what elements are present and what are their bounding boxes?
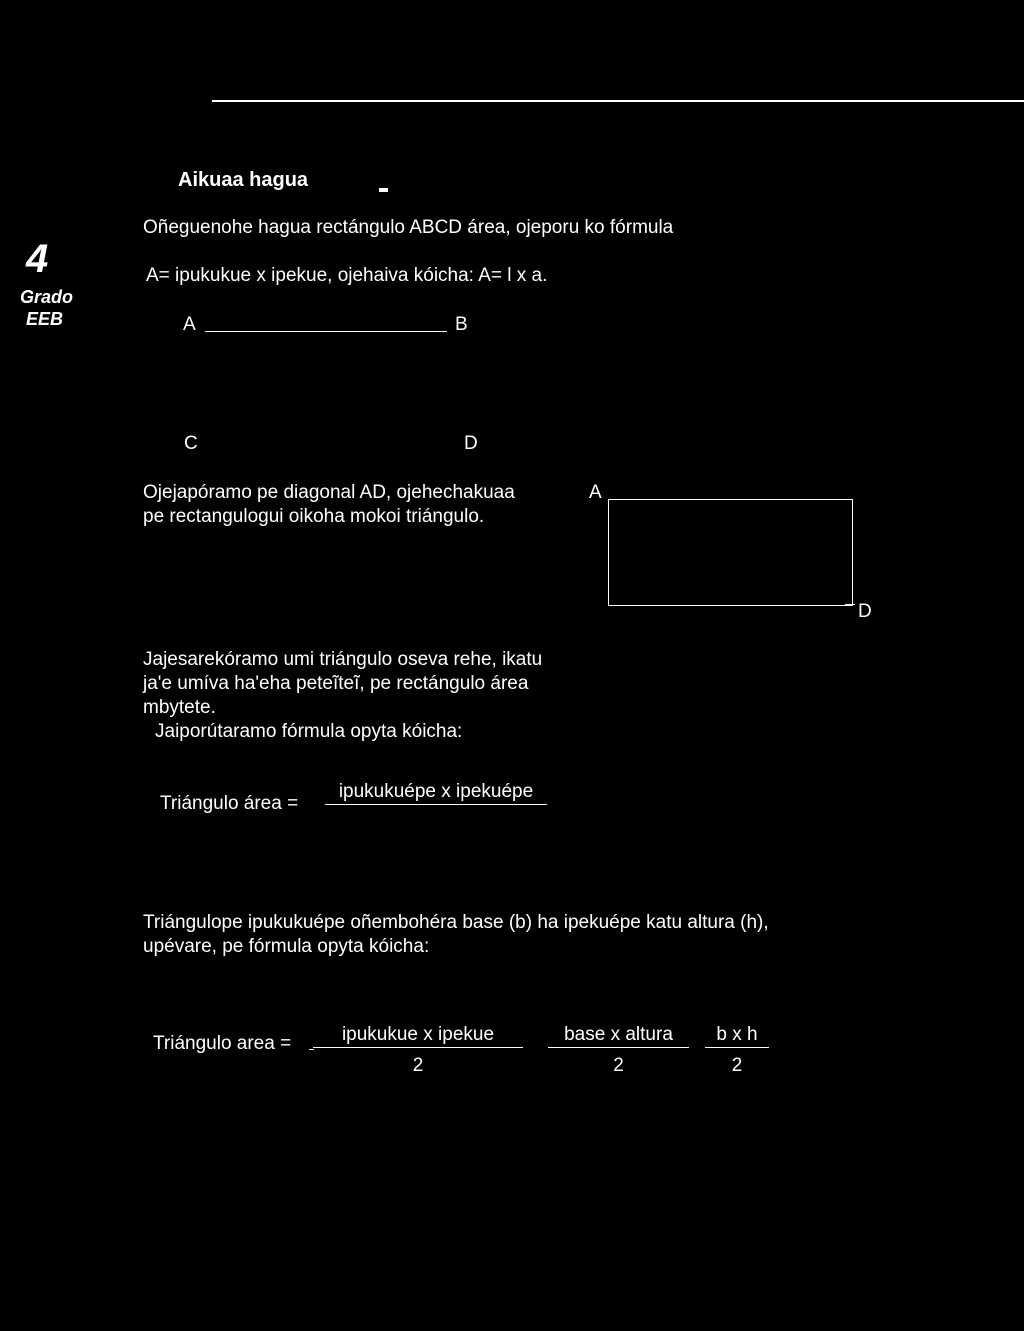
- rect1-label-a: A: [183, 314, 196, 335]
- formula2-fraction-3: [705, 1024, 769, 1077]
- rect1-top-edge: [205, 331, 447, 332]
- diagonal-line-2: pe rectangulogui oikoha mokoi triángulo.: [143, 506, 485, 527]
- formula1-fraction: [325, 781, 547, 805]
- rect2-label-a: A: [589, 482, 602, 503]
- triangle-text-line-1: Jajesarekóramo umi triángulo oseva rehe, ikatu: [143, 649, 543, 670]
- section-title: Aikuaa hagua: [178, 169, 309, 191]
- rect1-label-c: C: [184, 433, 198, 454]
- formula2-frac2-denominator: 2: [613, 1055, 624, 1076]
- rect2-label-d: D: [858, 601, 872, 622]
- top-rule: [212, 100, 1024, 102]
- title-dash: [379, 188, 388, 192]
- intro-line-2: A= ipukukue x ipekue, ojehaiva kóicha: A= l x a.: [146, 265, 548, 286]
- rect1-label-b: B: [455, 314, 468, 335]
- formula2-lhs: Triángulo area =: [153, 1033, 292, 1054]
- formula1-numerator: ipukukuépe x ipekuépe: [325, 781, 547, 805]
- base-text-line-1: Triángulope ipukukuépe oñembohéra base (b) ha ipekuépe katu altura (h),: [143, 912, 769, 933]
- triangle-text-line-2: ja'e umíva ha'eha peteĩteĩ, pe rectángulo área: [143, 673, 529, 694]
- rect1-label-d: D: [464, 433, 478, 454]
- level-label: EEB: [26, 309, 64, 329]
- formula2-frac2-numerator: base x altura: [548, 1024, 689, 1048]
- formula2-frac3-numerator: b x h: [705, 1024, 769, 1048]
- base-text-line-2: upévare, pe fórmula opyta kóicha:: [143, 936, 430, 957]
- formula1-lhs: Triángulo área =: [160, 793, 299, 814]
- formula2-fraction-2: [548, 1024, 689, 1077]
- diagonal-line-1: Ojejapóramo pe diagonal AD, ojehechakuaa: [143, 482, 515, 503]
- grade-label: Grado: [20, 287, 74, 307]
- triangle-text-line-3: mbytete.: [143, 697, 216, 718]
- grade-number: 4: [26, 237, 49, 281]
- intro-line-1: Oñeguenohe hagua rectángulo ABCD área, ojeporu ko fórmula: [143, 217, 674, 238]
- rect2-tick-d: [845, 604, 855, 605]
- formula2-frac1-numerator: ipukukue x ipekue: [313, 1024, 523, 1048]
- formula2-frac3-denominator: 2: [731, 1055, 743, 1076]
- rectangle-figure: [608, 499, 853, 606]
- formula2-frac1-denominator: 2: [412, 1055, 424, 1076]
- triangle-text-line-4: Jaiporútaramo fórmula opyta kóicha:: [155, 721, 463, 742]
- formula2-fraction-1: [313, 1024, 523, 1077]
